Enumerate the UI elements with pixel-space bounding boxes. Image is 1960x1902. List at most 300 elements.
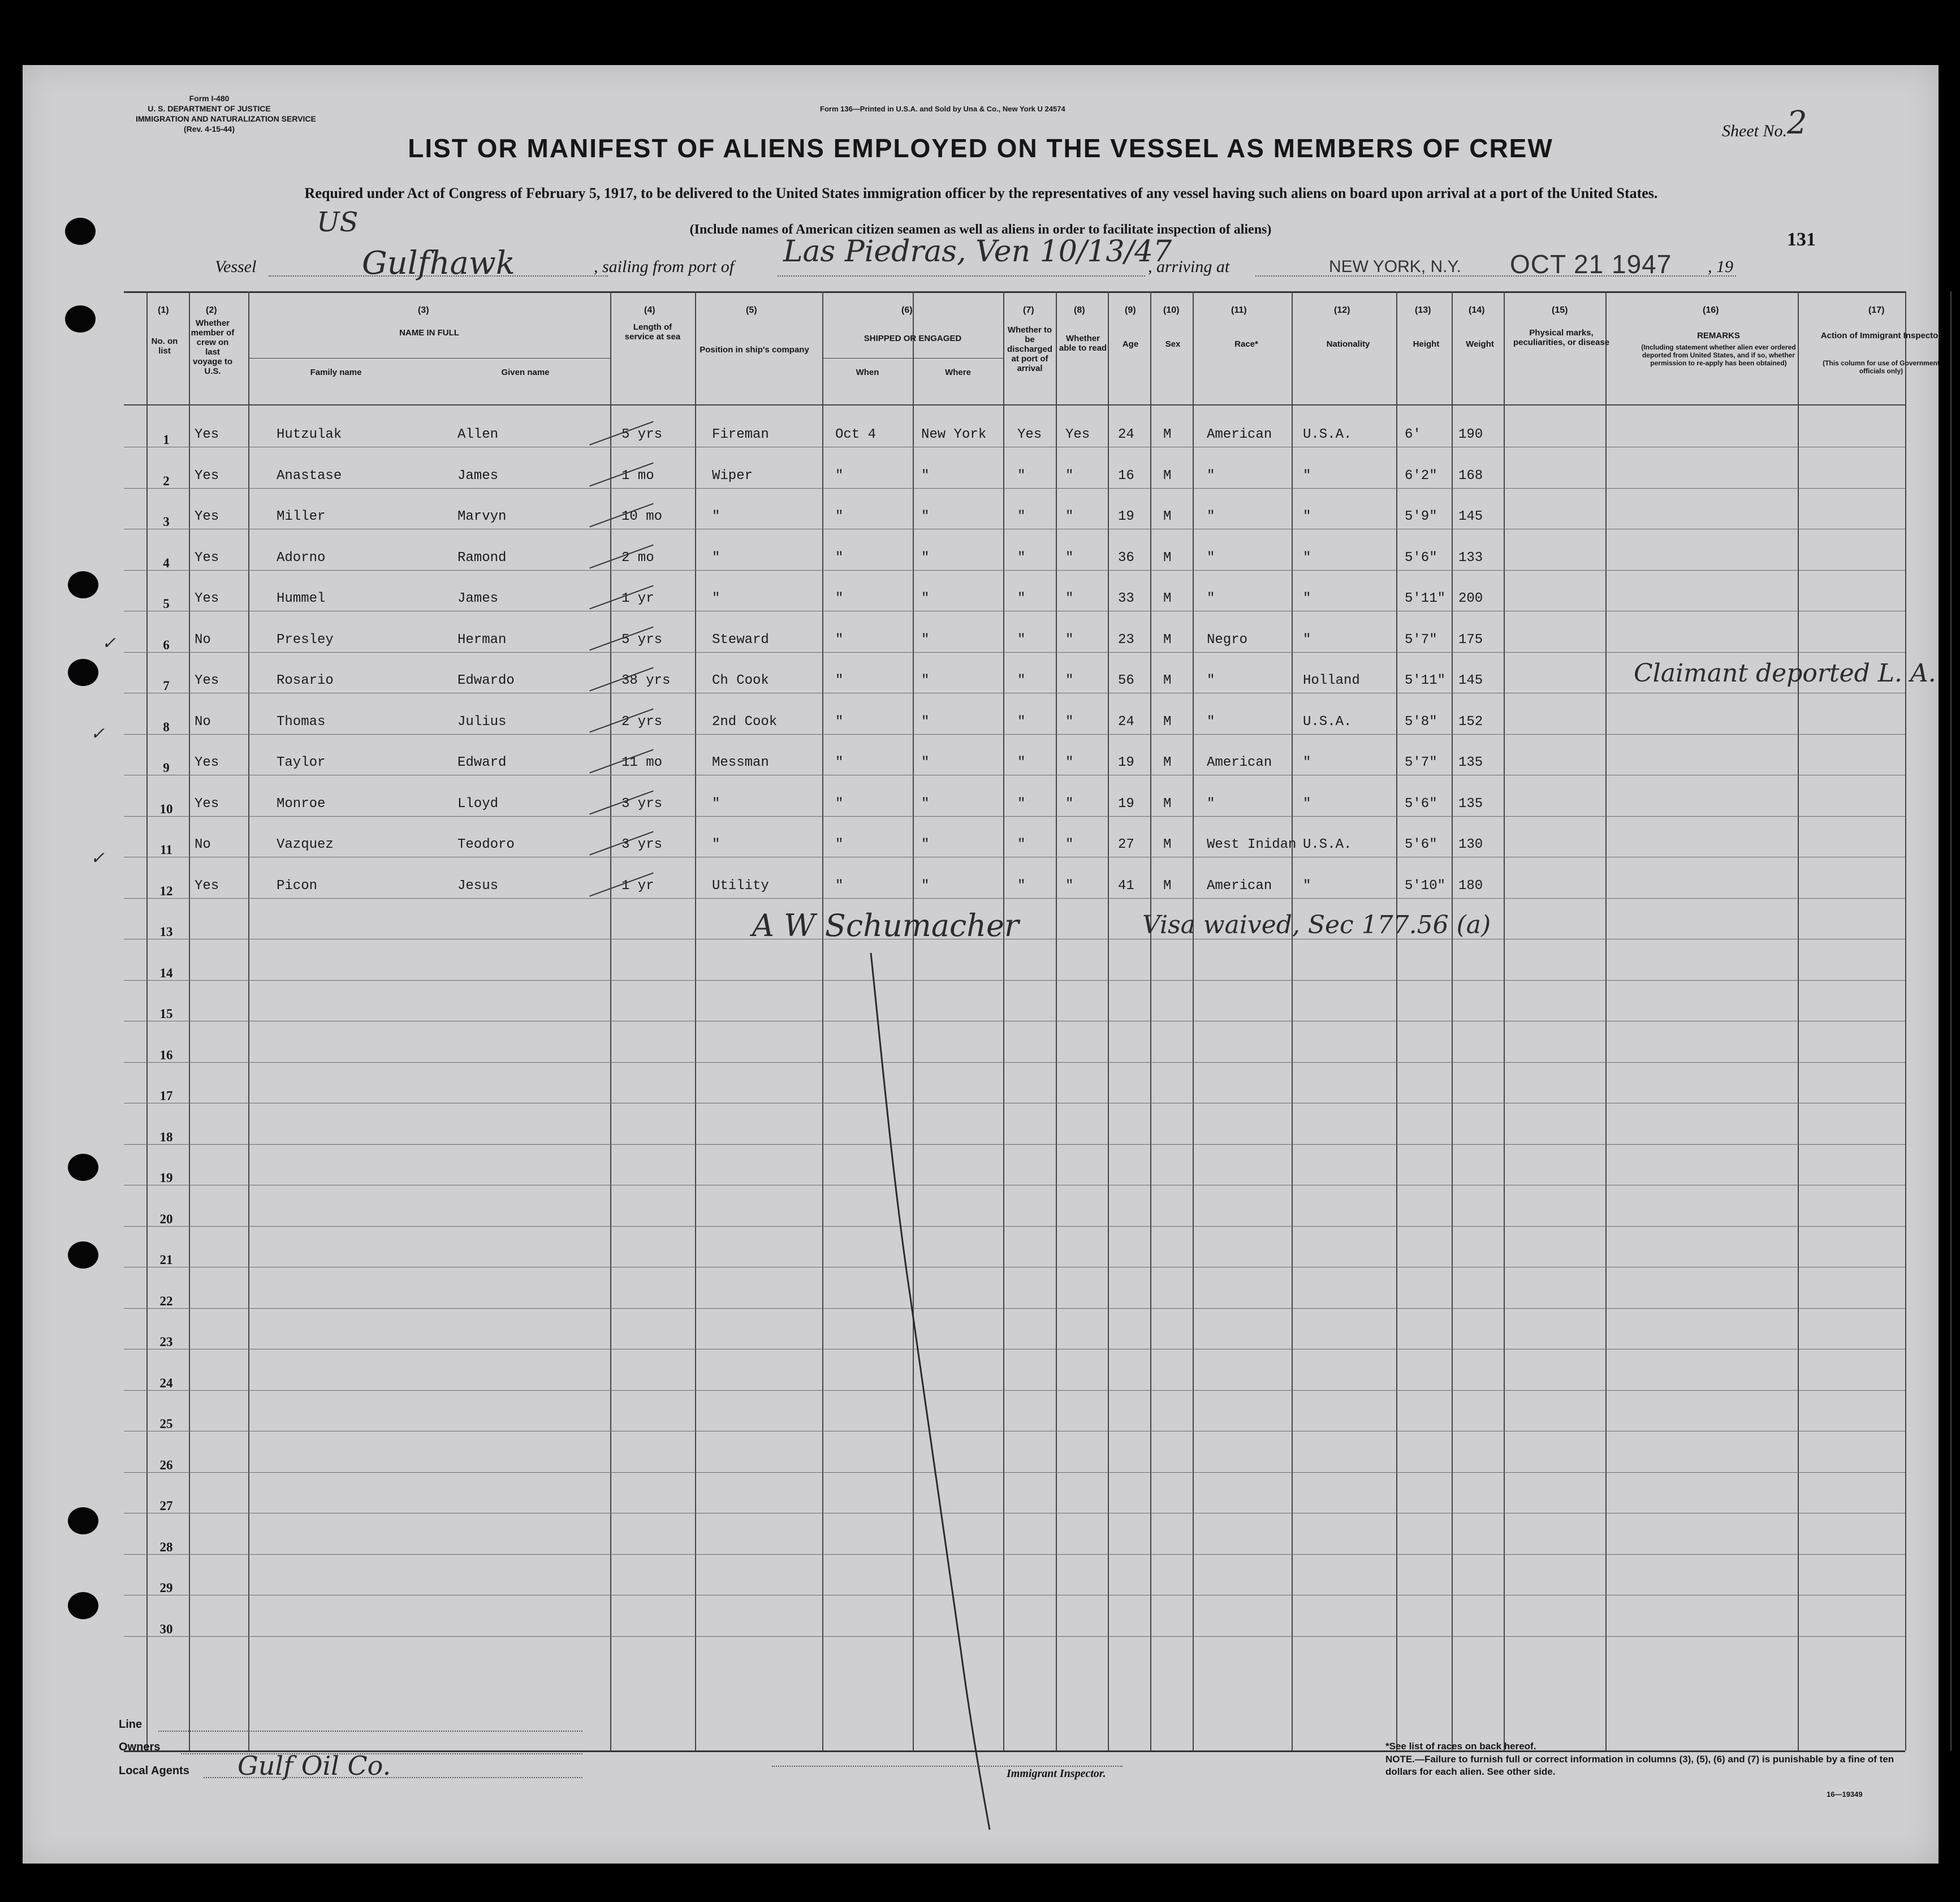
department: U. S. DEPARTMENT OF JUSTICE (148, 104, 271, 113)
cell-race: " (1207, 468, 1215, 484)
agents-value: Gulf Oil Co. (238, 1750, 391, 1781)
cell-given: Ramond (457, 550, 507, 566)
col-header-given: Given name (501, 368, 550, 377)
cell-where: " (921, 591, 930, 606)
cell-nationality: " (1303, 632, 1311, 648)
row-number: 11 (160, 843, 172, 857)
cell-race: Negro (1207, 632, 1248, 648)
cell-weight: 200 (1458, 591, 1483, 606)
punch-hole (65, 305, 96, 333)
cell-race: American (1207, 878, 1272, 894)
cell-given: Herman (457, 632, 507, 648)
cell-weight: 175 (1458, 632, 1483, 648)
cell-service: 3 yrs (621, 796, 663, 812)
cell-service: 11 mo (621, 755, 663, 770)
cell-where: " (921, 673, 930, 688)
cell-read: " (1065, 591, 1074, 606)
cell-last-voyage: No (195, 714, 211, 730)
cell-where: " (921, 632, 930, 648)
cell-read: " (1065, 796, 1074, 812)
col-num: (15) (1552, 305, 1568, 315)
signature: A W Schumacher (752, 908, 1019, 943)
sheet-number: 2 (1787, 105, 1807, 141)
signature-stroke (843, 947, 1024, 1835)
cell-age: 16 (1118, 468, 1134, 484)
cell-position: Wiper (712, 468, 753, 484)
cell-position: Utility (712, 878, 769, 894)
sailing-label: , sailing from port of (594, 257, 735, 276)
col-num: (17) (1868, 305, 1885, 315)
cell-family: Adorno (277, 550, 326, 566)
cell-given: Edward (457, 755, 507, 770)
cell-height: 5'10" (1405, 878, 1446, 894)
row-number: 14 (159, 965, 173, 980)
col-num: (5) (746, 305, 757, 315)
cell-nationality: U.S.A. (1303, 714, 1352, 730)
row-number: 18 (159, 1129, 173, 1144)
cell-sex: M (1163, 468, 1172, 484)
cell-family: Anastase (277, 468, 342, 484)
row-number: 12 (159, 883, 173, 898)
cell-sex: M (1163, 755, 1172, 770)
cell-age: 19 (1118, 755, 1134, 770)
cell-last-voyage: Yes (195, 591, 219, 606)
cell-sex: M (1163, 673, 1172, 688)
cell-height: 5'11" (1405, 591, 1446, 606)
punch-hole (68, 571, 98, 598)
cell-height: 5'6" (1405, 550, 1437, 566)
vessel-label: Vessel (215, 257, 257, 276)
cell-family: Picon (277, 878, 318, 894)
col-num: (1) (158, 305, 169, 315)
cell-read: " (1065, 714, 1074, 730)
cell-read: " (1065, 468, 1074, 484)
cell-when: " (835, 878, 844, 894)
cell-last-voyage: Yes (195, 796, 219, 812)
cell-read: " (1065, 509, 1074, 524)
col-header-name: NAME IN FULL (399, 328, 459, 338)
cell-discharged: " (1017, 878, 1026, 894)
cell-service: 10 mo (621, 509, 663, 524)
punch-hole (68, 659, 98, 686)
cell-last-voyage: Yes (195, 673, 219, 688)
sheet-label: Sheet No. (1722, 122, 1787, 140)
cell-sex: M (1163, 837, 1172, 852)
col-header-remarks: REMARKS (1697, 331, 1740, 340)
cell-remarks: Claimant deported L. A. (1634, 659, 1936, 688)
row-divider (124, 734, 1905, 735)
col-header-height: Height (1413, 339, 1440, 349)
cell-family: Rosario (277, 673, 334, 688)
col-header-weight: Weight (1466, 339, 1494, 349)
cell-race: " (1207, 509, 1215, 524)
line-underline (158, 1731, 582, 1732)
cell-discharged: " (1017, 755, 1026, 770)
row-number: 19 (159, 1171, 173, 1185)
cell-when: Oct 4 (835, 427, 877, 442)
cell-family: Hummel (277, 591, 326, 606)
agents-label: Local Agents (119, 1765, 189, 1777)
col-header-read: Whether able to read (1059, 334, 1107, 353)
cell-nationality: " (1303, 796, 1311, 812)
row-number: 8 (163, 719, 170, 734)
col-num: (13) (1415, 305, 1431, 315)
cell-read: Yes (1065, 427, 1090, 442)
cell-family: Vazquez (277, 837, 334, 852)
cell-family: Hutzulak (277, 427, 342, 442)
col-num: (16) (1703, 305, 1719, 315)
punch-hole (68, 1154, 98, 1181)
row-divider (124, 488, 1905, 489)
owners-label: Owners (119, 1741, 161, 1753)
cell-height: 6'2" (1405, 468, 1437, 484)
cell-read: " (1065, 550, 1074, 566)
cell-when: " (835, 714, 844, 730)
cell-weight: 152 (1458, 714, 1483, 730)
cell-nationality: " (1303, 550, 1311, 566)
cell-service: 2 yrs (621, 714, 663, 730)
cell-weight: 133 (1458, 550, 1483, 566)
cell-read: " (1065, 673, 1074, 688)
stamp-number: 131 (1787, 229, 1816, 250)
col-num: (4) (644, 305, 655, 315)
cell-read: " (1065, 755, 1074, 770)
row-number: 3 (163, 515, 170, 529)
line-label: Line (119, 1718, 143, 1731)
row-number: 13 (159, 925, 173, 939)
cell-where: " (921, 796, 930, 812)
cell-sex: M (1163, 878, 1172, 894)
col-header-race: Race* (1234, 339, 1258, 349)
cell-height: 5'11" (1405, 673, 1446, 688)
cell-where: " (921, 837, 930, 852)
row-number: 30 (159, 1621, 173, 1636)
punch-hole (68, 1241, 98, 1269)
cell-race: " (1207, 714, 1215, 730)
row-number: 23 (159, 1335, 173, 1349)
cell-given: James (457, 591, 499, 606)
cell-position: 2nd Cook (712, 714, 778, 730)
row-divider (124, 570, 1905, 571)
cell-age: 33 (1118, 591, 1134, 606)
cell-last-voyage: Yes (195, 550, 219, 566)
cell-service: 5 yrs (621, 632, 663, 648)
col-note-remarks: (Including statement whether alien ever ordered deported from United States, and if so, whether permission to re-apply has been obtained) (1641, 343, 1796, 367)
cell-when: " (835, 509, 844, 524)
row-number: 10 (159, 801, 173, 816)
col-num: (10) (1163, 305, 1180, 315)
cell-family: Miller (277, 509, 326, 524)
cell-sex: M (1163, 509, 1172, 524)
cell-nationality: " (1303, 755, 1311, 770)
cell-when: " (835, 550, 844, 566)
cell-family: Monroe (277, 796, 326, 812)
row-number: 15 (159, 1007, 173, 1021)
cell-race: " (1207, 550, 1215, 566)
cell-age: 24 (1118, 427, 1134, 442)
cell-height: 5'7" (1405, 755, 1437, 770)
cell-race: West Inidan (1207, 837, 1297, 852)
cell-weight: 168 (1458, 468, 1483, 484)
inspector-label: Immigrant Inspector. (1007, 1767, 1106, 1780)
col-header-last-voyage: Whether member of crew on last voyage to U.S. (191, 318, 235, 376)
arriving-label: , arriving at (1148, 257, 1230, 276)
cell-discharged: " (1017, 468, 1026, 484)
col-num: (6) (901, 305, 913, 315)
cell-position: " (712, 591, 720, 606)
cell-family: Thomas (277, 714, 326, 730)
cell-height: 5'7" (1405, 632, 1437, 648)
year-label: , 19 (1708, 257, 1733, 276)
vessel-name: Gulfhawk (362, 245, 515, 282)
edition: (Rev. 4-15-44) (183, 124, 235, 133)
cell-sex: M (1163, 550, 1172, 566)
cell-race: " (1207, 673, 1215, 688)
visa-note: Visa waived, Sec 177.56 (a) (1142, 911, 1491, 939)
punch-hole (68, 1592, 98, 1619)
cell-last-voyage: Yes (195, 468, 219, 484)
col-num: (12) (1334, 305, 1350, 315)
col-header-service: Length of service at sea (624, 322, 681, 342)
cell-where: New York (921, 427, 987, 442)
subtitle: Required under Act of Congress of February 5, 1917, to be delivered to the United States immigration officer by the representatives of any vessel having such aliens on board upon arrival at a port of the United States. (304, 185, 1658, 201)
cell-when: " (835, 468, 844, 484)
cell-height: 6' (1405, 427, 1421, 442)
cell-sex: M (1163, 714, 1172, 730)
cell-weight: 190 (1458, 427, 1483, 442)
punch-hole (68, 1507, 98, 1534)
col-header-sex: Sex (1165, 339, 1181, 349)
cell-service: 1 mo (621, 468, 654, 484)
col-header-when: When (856, 368, 879, 377)
cell-position: " (712, 837, 720, 852)
cell-race: " (1207, 796, 1215, 812)
cell-service: 3 yrs (621, 837, 663, 852)
inspector-underline (772, 1766, 1123, 1767)
cell-discharged: " (1017, 550, 1026, 566)
cell-race: American (1207, 427, 1272, 442)
cell-weight: 135 (1458, 755, 1483, 770)
col-num: (7) (1023, 305, 1034, 315)
cell-nationality: " (1303, 468, 1311, 484)
cell-given: Teodoro (457, 837, 515, 852)
cell-last-voyage: Yes (195, 509, 219, 524)
cell-service: 38 yrs (621, 673, 671, 688)
cell-nationality: " (1303, 591, 1311, 606)
cell-service: 1 yr (621, 591, 654, 606)
cell-weight: 145 (1458, 673, 1483, 688)
cell-position: Ch Cook (712, 673, 769, 688)
cell-position: " (712, 550, 720, 566)
penalty-note: NOTE.—Failure to furnish full or correct information in columns (3), (5), (6) and (7) is punishable by a fine of ten dollars for each alien. See other side. (1385, 1754, 1894, 1777)
row-number: 22 (159, 1293, 173, 1308)
cell-age: 41 (1118, 878, 1134, 894)
cell-when: " (835, 837, 844, 852)
cell-sex: M (1163, 796, 1172, 812)
col-num: (11) (1231, 305, 1247, 315)
cell-discharged: " (1017, 509, 1026, 524)
cell-weight: 135 (1458, 796, 1483, 812)
row-number: 1 (163, 433, 170, 447)
cell-where: " (921, 550, 930, 566)
cell-nationality: " (1303, 878, 1311, 894)
col-header-family: Family name (310, 368, 362, 377)
col-header-nationality: Nationality (1326, 339, 1370, 349)
row-number: 26 (159, 1457, 173, 1472)
arrival-date-stamp: OCT 21 1947 (1510, 249, 1672, 279)
cell-when: " (835, 591, 844, 606)
cell-where: " (921, 714, 930, 730)
vessel-prefix: US (317, 206, 359, 238)
cell-age: 19 (1118, 509, 1134, 524)
cell-height: 5'9" (1405, 509, 1437, 524)
cell-discharged: " (1017, 673, 1026, 688)
row-number: 7 (163, 679, 170, 693)
col-header-where: Where (945, 368, 971, 377)
sailing-from: Las Piedras, Ven 10/13/47 (783, 235, 1172, 269)
cell-given: Jesus (457, 878, 499, 894)
form-number: Form I-480 (189, 94, 230, 103)
row-number: 2 (163, 473, 170, 488)
cell-age: 19 (1118, 796, 1134, 812)
race-note: *See list of races on back hereof. (1385, 1741, 1536, 1752)
col-header-position: Position in ship's company (700, 345, 809, 355)
subtitle-include: (Include names of American citizen seamen as well as aliens in order to facilitate inspection of aliens) (689, 222, 1272, 237)
cell-discharged: " (1017, 714, 1026, 730)
row-number: 27 (159, 1499, 173, 1513)
cell-nationality: U.S.A. (1303, 837, 1352, 852)
service: IMMIGRATION AND NATURALIZATION SERVICE (136, 114, 316, 123)
cell-service: 2 mo (621, 550, 654, 566)
cell-when: " (835, 632, 844, 648)
cell-discharged: " (1017, 591, 1026, 606)
cell-discharged: " (1017, 837, 1026, 852)
cell-height: 5'6" (1405, 796, 1437, 812)
row-number: 6 (163, 637, 170, 652)
cell-given: Julius (457, 714, 507, 730)
check-mark-11: ✓ (90, 848, 105, 868)
cell-where: " (921, 878, 930, 894)
cell-read: " (1065, 632, 1074, 648)
cell-weight: 180 (1458, 878, 1483, 894)
cell-when: " (835, 673, 844, 688)
cell-nationality: Holland (1303, 673, 1360, 688)
cell-where: " (921, 468, 930, 484)
row-number: 25 (159, 1417, 173, 1431)
row-number: 21 (159, 1253, 173, 1267)
col-num: (3) (418, 305, 429, 315)
row-number: 4 (163, 555, 170, 570)
agency-block (136, 93, 316, 134)
cell-age: 56 (1118, 673, 1134, 688)
cell-age: 23 (1118, 632, 1134, 648)
row-number: 9 (163, 761, 170, 775)
cell-given: Allen (457, 427, 499, 442)
cell-last-voyage: No (195, 837, 211, 852)
col-num: (14) (1469, 305, 1485, 315)
row-divider (124, 652, 1905, 653)
cell-last-voyage: Yes (195, 755, 219, 770)
col-num: (2) (206, 305, 217, 315)
cell-discharged: Yes (1017, 427, 1042, 442)
cell-height: 5'6" (1405, 837, 1437, 852)
check-mark-8: ✓ (90, 724, 105, 744)
column-divider (1905, 291, 1906, 1750)
cell-service: 1 yr (621, 878, 654, 894)
cell-read: " (1065, 878, 1074, 894)
cell-service: 5 yrs (621, 427, 663, 442)
col-num: (9) (1125, 305, 1136, 315)
col-header-discharged: Whether to be discharged at port of arrival (1007, 325, 1053, 373)
cell-given: Edwardo (457, 673, 515, 688)
check-mark-6: ✓ (102, 633, 116, 653)
page-title: LIST OR MANIFEST OF ALIENS EMPLOYED ON THE VESSEL AS MEMBERS OF CREW (408, 133, 1553, 163)
cell-nationality: U.S.A. (1303, 427, 1352, 442)
printer-line: Form 136—Printed in U.S.A. and Sold by Una & Co., New York U 24574 (820, 105, 1065, 113)
col-header-age: Age (1122, 339, 1139, 349)
cell-position: Fireman (712, 427, 769, 442)
form-code: 16—19349 (1827, 1790, 1863, 1799)
sailing-underline (778, 275, 1145, 277)
col-header-action: Action of Immigrant Inspector (1820, 331, 1942, 340)
cell-sex: M (1163, 632, 1172, 648)
cell-nationality: " (1303, 509, 1311, 524)
row-number: 17 (159, 1089, 173, 1103)
arriving-at: NEW YORK, N.Y. (1329, 257, 1461, 276)
cell-sex: M (1163, 427, 1172, 442)
cell-age: 27 (1118, 837, 1134, 852)
manifest-sheet (23, 65, 1942, 1864)
cell-given: James (457, 468, 499, 484)
cell-where: " (921, 509, 930, 524)
row-number: 28 (159, 1539, 173, 1554)
column-divider (1950, 291, 1952, 1750)
cell-where: " (921, 755, 930, 770)
cell-read: " (1065, 837, 1074, 852)
cell-when: " (835, 796, 844, 812)
cell-position: " (712, 796, 720, 812)
cell-given: Marvyn (457, 509, 507, 524)
cell-race: American (1207, 755, 1272, 770)
cell-family: Presley (277, 632, 334, 648)
cell-position: Steward (712, 632, 769, 648)
cell-weight: 130 (1458, 837, 1483, 852)
cell-discharged: " (1017, 632, 1026, 648)
cell-weight: 145 (1458, 509, 1483, 524)
cell-age: 36 (1118, 550, 1134, 566)
col-header-shipped: SHIPPED OR ENGAGED (864, 334, 962, 343)
cell-when: " (835, 755, 844, 770)
cell-given: Lloyd (457, 796, 499, 812)
cell-race: " (1207, 591, 1215, 606)
row-number: 24 (159, 1375, 173, 1390)
cell-discharged: " (1017, 796, 1026, 812)
row-divider (124, 816, 1905, 817)
col-header-physical: Physical marks, peculiarities, or disease (1513, 328, 1610, 347)
col-header-no: No. on list (151, 337, 178, 356)
cell-last-voyage: No (195, 632, 211, 648)
cell-sex: M (1163, 591, 1172, 606)
row-number: 16 (159, 1047, 173, 1062)
cell-family: Taylor (277, 755, 326, 770)
cell-last-voyage: Yes (195, 878, 219, 894)
cell-position: Messman (712, 755, 769, 770)
row-number: 29 (159, 1581, 173, 1595)
cell-last-voyage: Yes (195, 427, 219, 442)
cell-position: " (712, 509, 720, 524)
col-num: (8) (1074, 305, 1085, 315)
cell-age: 24 (1118, 714, 1134, 730)
